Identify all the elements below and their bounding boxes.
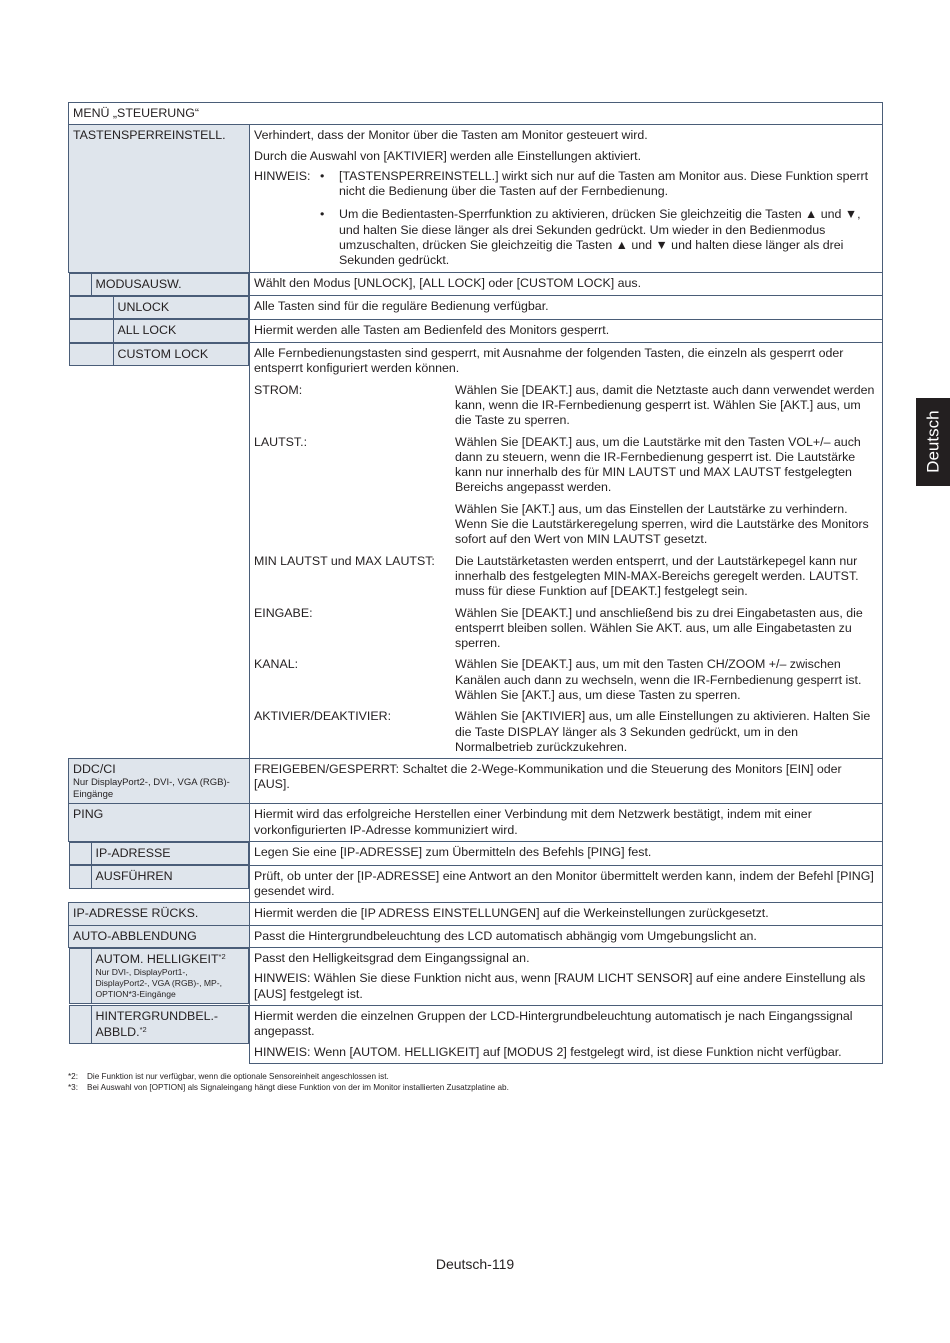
bullet-text: [TASTENSPERREINSTELL.] wirkt sich nur auf die Tasten am Monitor aus. Diese Funktion sperrt nicht die Bedienung über die Tasten auf der Fernbedienung. [339,168,869,199]
description-line: Durch die Auswahl von [AKTIVIER] werden alle Einstellungen aktiviert. [254,148,642,163]
footnote [68,1071,509,1082]
bullet-icon: • [320,207,325,222]
option-key: AKTIVIER/DEAKTIVIER: [254,709,392,724]
row-label: ALL LOCK [117,323,177,338]
row-label: HINTERGRUNDBEL.-ABBLD. [95,1009,219,1039]
option-value: Wählen Sie [AKT.] aus, um das Einstellen der Lautstärke zu verhindern. Wenn Sie die Lautstärkeregelung sperren, wird die Lautstärke des Monitors sofort auf den Wert von MIN LAUTST gesetzt. [455,501,869,547]
option-value: Die Lautstärketasten werden entsperrt, und der Lautstärkepegel kann nur innerhalb des festgelegten MIN-MAX-Bereichs geregelt werden. LAUTST. muss für diese Funktion auf [DEAKT.] festgelegt sein. [455,553,859,599]
table-title: MENÜ „STEUERUNG“ [69,103,883,125]
note-text: HINWEIS: Wenn [AUTOM. HELLIGKEIT] auf [MODUS 2] festgelegt wird, ist diese Funktion nicht verfügbar. [254,1044,842,1059]
description-line: Verhindert, dass der Monitor über die Tasten am Monitor gesteuert wird. [254,128,648,143]
language-tab-label: Deutsch [923,410,943,474]
footnote-text: Bei Auswahl von [OPTION] als Signaleingang hängt diese Funktion von der im Monitor installierten Zusatzplatine ab. [87,1083,509,1092]
row-description: FREIGEBEN/GESPERRT: Schaltet die 2-Wege-Kommunikation und die Steuerung des Monitors [EIN] oder [AUS]. [250,759,883,804]
option-value: Wählen Sie [DEAKT.] aus, um mit den Tasten CH/ZOOM +/– zwischen Kanälen auch dann zu wechseln, wenn die IR-Fernbedienung gesperrt ist. Wählen Sie [AKT.] aus, um diese Tasten zu sperren. [455,657,862,702]
row-label: AUTOM. HELLIGKEIT [95,952,219,967]
note-label: HINWEIS: [254,168,311,183]
row-label: IP-ADRESSE [95,846,171,861]
custom-lock-option [254,502,878,548]
footnotes [68,1071,509,1093]
option-value: Wählen Sie [DEAKT.] aus, damit die Netztaste auch dann verwendet werden kann, wenn die IR-Fernbedienung gesperrt ist. Wählen Sie [AKT.] aus, um die Taste zu sperren. [455,382,875,428]
row-description: Legen Sie eine [IP-ADRESSE] zum Übermitteln des Befehls [PING] fest. [250,842,883,866]
table-row [69,804,883,842]
custom-lock-option [254,383,878,429]
row-label: AUSFÜHREN [95,869,173,884]
table-row [69,319,883,342]
row-description [250,343,883,759]
footnote [68,1082,509,1093]
row-description: Hiermit werden alle Tasten am Bedienfeld des Monitors gesperrt. [250,319,883,342]
custom-lock-options [254,383,878,756]
control-menu-table [68,102,883,1064]
row-description [250,1005,883,1063]
row-label: AUTO-ABBLENDUNG [69,925,250,947]
row-description: Passt die Hintergrundbeleuchtung des LCD automatisch abhängig vom Umgebungslicht an. [250,925,883,947]
option-key [254,502,455,548]
row-description: Prüft, ob unter der [IP-ADRESSE] eine Antwort an den Monitor übermittelt werden kann, indem der Befehl [PING] gesendet wird. [250,865,883,903]
bullet-text: Um die Bedientasten-Sperrfunktion zu aktivieren, drücken Sie gleichzeitig die Tasten ▲ und ▼, und halten Sie diese länger als drei Sekunden gedrückt. Um wieder in den Bedienmodus umzuschalten, drücken Sie gleichzeitig die Tasten ▲ und ▼ und halten diese länger als drei Sekunden gedrückt. [339,207,861,268]
row-label: DDC/CI [73,762,116,777]
table-row [69,903,883,925]
table-row [69,842,883,866]
row-description: Alle Tasten sind für die reguläre Bedienung verfügbar. [250,296,883,319]
row-label: UNLOCK [117,299,170,314]
footnote-mark: *2: [68,1072,79,1081]
footnote-mark: *3: [68,1083,79,1092]
row-description: Hiermit werden die [IP ADRESS EINSTELLUNGEN] auf die Werkeinstellungen zurückgesetzt. [250,903,883,925]
bullet-icon: • [320,168,325,183]
note-block [254,169,878,204]
table-row [69,343,883,759]
table-row [69,125,883,272]
table-row [69,759,883,804]
row-description: Wählt den Modus [UNLOCK], [ALL LOCK] oder [CUSTOM LOCK] aus. [250,272,883,296]
table-row [69,865,883,903]
row-description [250,125,883,272]
row-label: IP-ADRESSE RÜCKS. [69,903,250,925]
row-description: Hiermit wird das erfolgreiche Herstellen einer Verbindung mit dem Netzwerk bestätigt, indem mit einer vorkonfigurierten IP-Adresse kommuniziert wird. [250,804,883,842]
option-key: MIN LAUTST und MAX LAUTST: [254,553,435,568]
note-bullet [320,207,878,268]
option-value: Wählen Sie [DEAKT.] und anschließend bis zu drei Eingabetasten aus, die entsperrt bleiben sollen. Wählen Sie AKT. aus, um alle Eingabetasten zu sperren. [455,605,863,651]
row-label: PING [69,804,250,842]
footnote-ref: *2 [139,1024,147,1034]
custom-lock-option [254,435,878,496]
custom-lock-option [254,657,878,703]
note-bullet [320,169,878,200]
option-key: LAUTST.: [254,434,308,449]
table-row [69,925,883,947]
description-line: Hiermit werden die einzelnen Gruppen der LCD-Hintergrundbeleuchtung automatisch je nach Eingangssignal angepasst. [254,1008,853,1039]
footnote-text: Die Funktion ist nur verfügbar, wenn die optionale Sensoreinheit angeschlossen ist. [87,1072,389,1081]
option-key: STROM: [254,382,303,397]
footnote-ref: *2 [218,952,226,962]
custom-lock-option [254,709,878,755]
page-number: Deutsch-119 [435,1256,515,1272]
option-key: EINGABE: [254,605,313,620]
custom-lock-option [254,606,878,652]
option-value: Wählen Sie [DEAKT.] aus, um die Lautstärke mit den Tasten VOL+/– auch dann zu steuern, wenn die IR-Fernbedienung gesperrt ist. Die Lautstärke kann nur innerhalb des für MIN LAUTST und MAX LAUTST festgelegten Bereichs angepasst werden. [455,434,861,495]
option-value: Wählen Sie [AKTIVIER] aus, um alle Einstellungen zu aktivieren. Halten Sie die Taste DISPLAY länger als 3 Sekunden gedrückt, um in den Normalbetrieb zurückzukehren. [455,709,871,754]
custom-lock-option [254,554,878,600]
description-line: Alle Fernbedienungstasten sind gesperrt, mit Ausnahme der folgenden Tasten, die einzeln als gesperrt oder entsperrt konfiguriert werden können. [254,346,844,376]
row-label: TASTENSPERREINSTELL. [69,125,250,272]
row-label: CUSTOM LOCK [117,346,209,361]
row-label: MODUSAUSW. [95,276,182,291]
table-header-row [69,103,883,125]
table-row [69,296,883,319]
language-tab [916,398,950,486]
table-row [69,1005,883,1063]
table-row [69,272,883,296]
option-key: KANAL: [254,657,299,672]
description-line: Passt den Helligkeitsgrad dem Eingangssignal an. [254,951,530,966]
row-description [250,948,883,1006]
row-sublabel: Nur DVI-, DisplayPort1-, DisplayPort2-, VGA (RGB)-, MP-, OPTION*3-Eingänge [95,967,223,1000]
table-row [69,948,883,1006]
note-text: HINWEIS: Wählen Sie diese Funktion nicht aus, wenn [RAUM LICHT SENSOR] auf eine andere Einstellung als [AUS] festgelegt ist. [254,971,866,1001]
row-sublabel: Nur DisplayPort2-, DVI-, VGA (RGB)-Eingänge [73,777,230,800]
